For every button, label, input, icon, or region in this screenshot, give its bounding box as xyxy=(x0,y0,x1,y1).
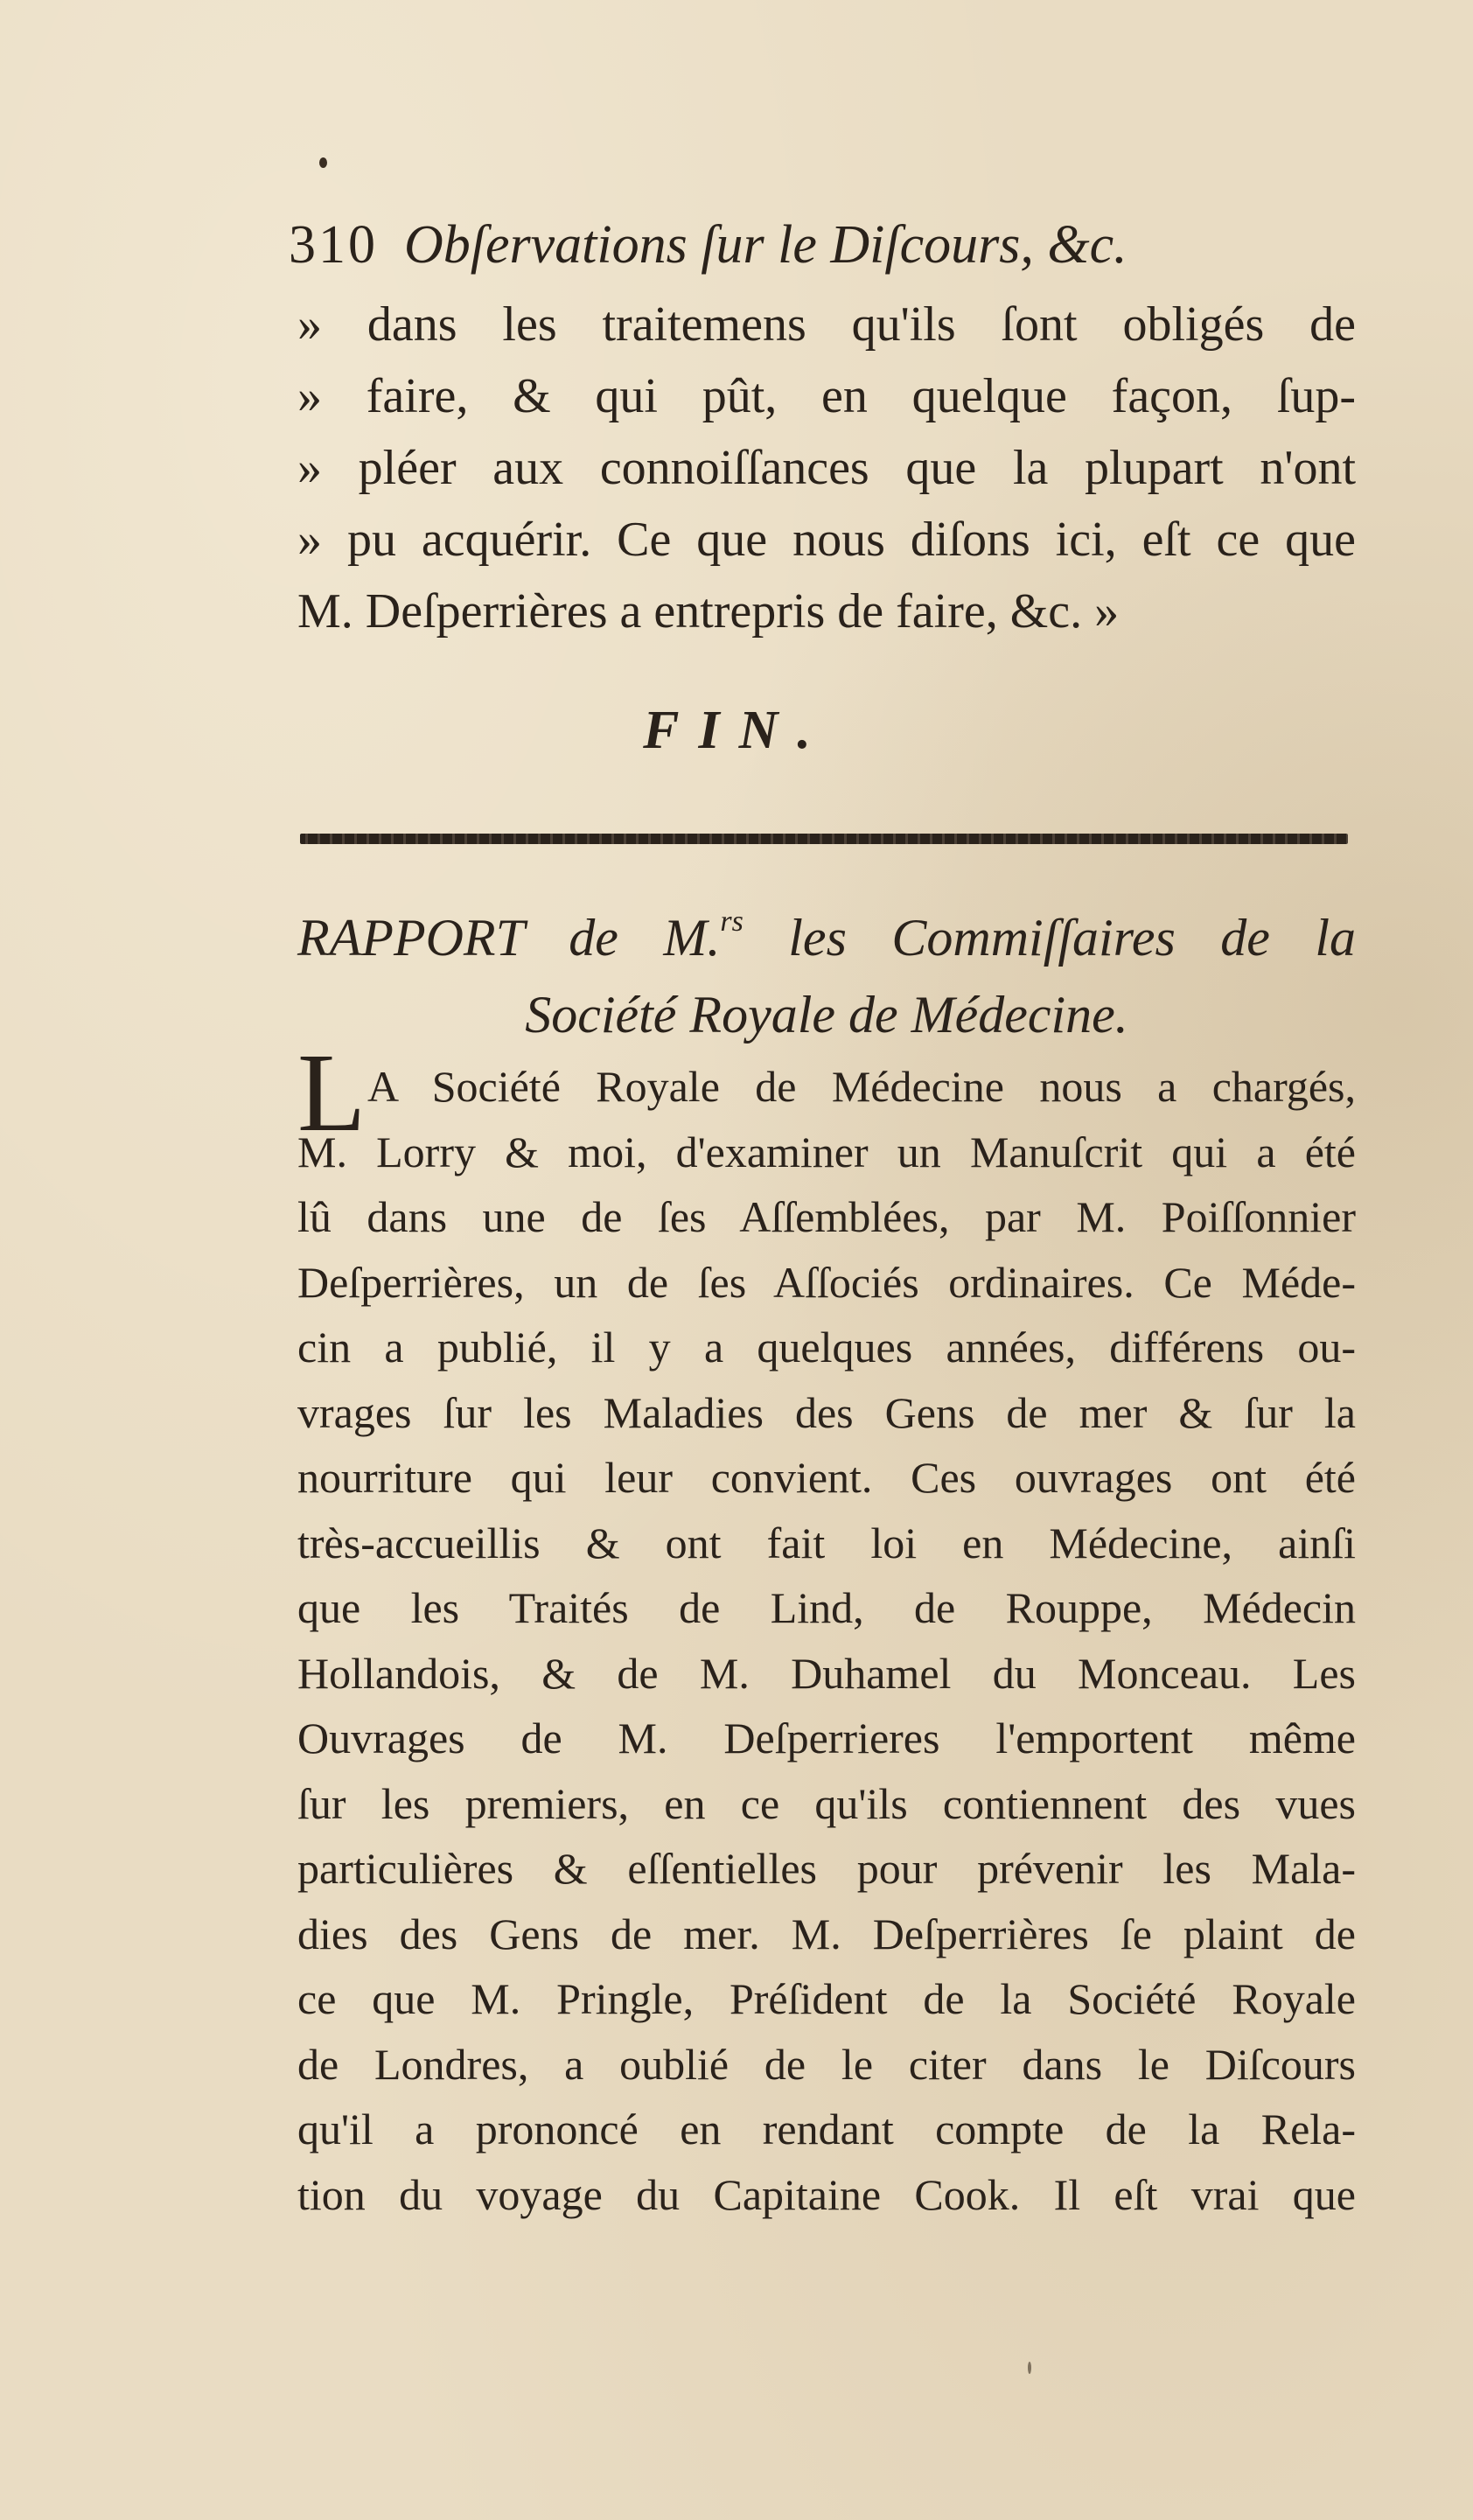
body-line: lû dans une de ſes Aſſemblées, par M. Poiſſonnier xyxy=(297,1192,1356,1241)
body-line: A Société Royale de Médecine nous a chargés, xyxy=(367,1062,1356,1111)
page-number: 310 xyxy=(289,215,378,275)
report-body xyxy=(297,1054,1356,2227)
quote-line: » pu acquérir. Ce que nous diſons ici, eſt ce que xyxy=(297,513,1356,567)
body-line: Hollandois, & de M. Duhamel du Monceau. Les xyxy=(297,1648,1356,1698)
ink-speck xyxy=(1028,2362,1031,2374)
body-line: ce que M. Pringle, Préſident de la Société Royale xyxy=(297,1974,1356,2023)
body-line: M. Lorry & moi, d'examiner un Manuſcrit qui a été xyxy=(297,1127,1356,1176)
quote-line: » faire, & qui pût, en quelque façon, ſup- xyxy=(297,369,1356,423)
body-line: Ouvrages de M. Deſperrieres l'emportent même xyxy=(297,1714,1356,1763)
body-line: qu'il a prononcé en rendant compte de la Rela- xyxy=(297,2105,1356,2154)
quote-line: » dans les traitemens qu'ils ſont obligés de xyxy=(297,297,1356,352)
body-line: dies des Gens de mer. M. Deſperrières ſe plaint de xyxy=(297,1909,1356,1958)
body-line: particulières & eſſentielles pour prévenir les Mala- xyxy=(297,1844,1356,1893)
page-header xyxy=(289,206,1356,284)
report-title-line-2: Société Royale de Médecine. xyxy=(525,986,1128,1044)
quote-line: » pléer aux connoiſſances que la plupart n'ont xyxy=(297,441,1356,495)
ornamental-rule xyxy=(300,834,1348,844)
drop-cap: L xyxy=(297,1030,367,1155)
running-title: Obſervations ſur le Diſcours, &c. xyxy=(404,215,1127,275)
report-title-part-2: les Commiſſaires de la xyxy=(743,909,1356,967)
quotation-block xyxy=(297,289,1356,647)
body-line: que les Traités de Lind, de Rouppe, Médecin xyxy=(297,1583,1356,1632)
body-line: Deſperrières, un de ſes Aſſociés ordinaires. Ce Méde- xyxy=(297,1257,1356,1307)
quote-line: M. Deſperrières a entrepris de faire, &c. » xyxy=(297,584,1120,639)
body-line: vrages ſur les Maladies des Gens de mer & ſur la xyxy=(297,1387,1356,1437)
body-line: de Londres, a oublié de le citer dans le Diſcours xyxy=(297,2039,1356,2089)
end-mark: FIN. xyxy=(643,701,830,760)
report-title-part-1: RAPPORT de M. xyxy=(297,909,721,967)
body-line: très-accueillis & ont fait loi en Médecine, ainſi xyxy=(297,1518,1356,1567)
body-line: tion du voyage du Capitaine Cook. Il eſt vrai que xyxy=(297,2169,1356,2219)
report-title-line-1 xyxy=(297,883,1356,976)
body-line: ſur les premiers, en ce qu'ils contiennent des vues xyxy=(297,1778,1356,1828)
body-line: cin a publié, il y a quelques années, différens ou- xyxy=(297,1323,1356,1372)
ink-speck xyxy=(319,157,327,168)
body-line: nourriture qui leur convient. Ces ouvrages ont été xyxy=(297,1453,1356,1502)
report-title-superscript: rs xyxy=(720,905,743,938)
report-title xyxy=(297,883,1356,1053)
